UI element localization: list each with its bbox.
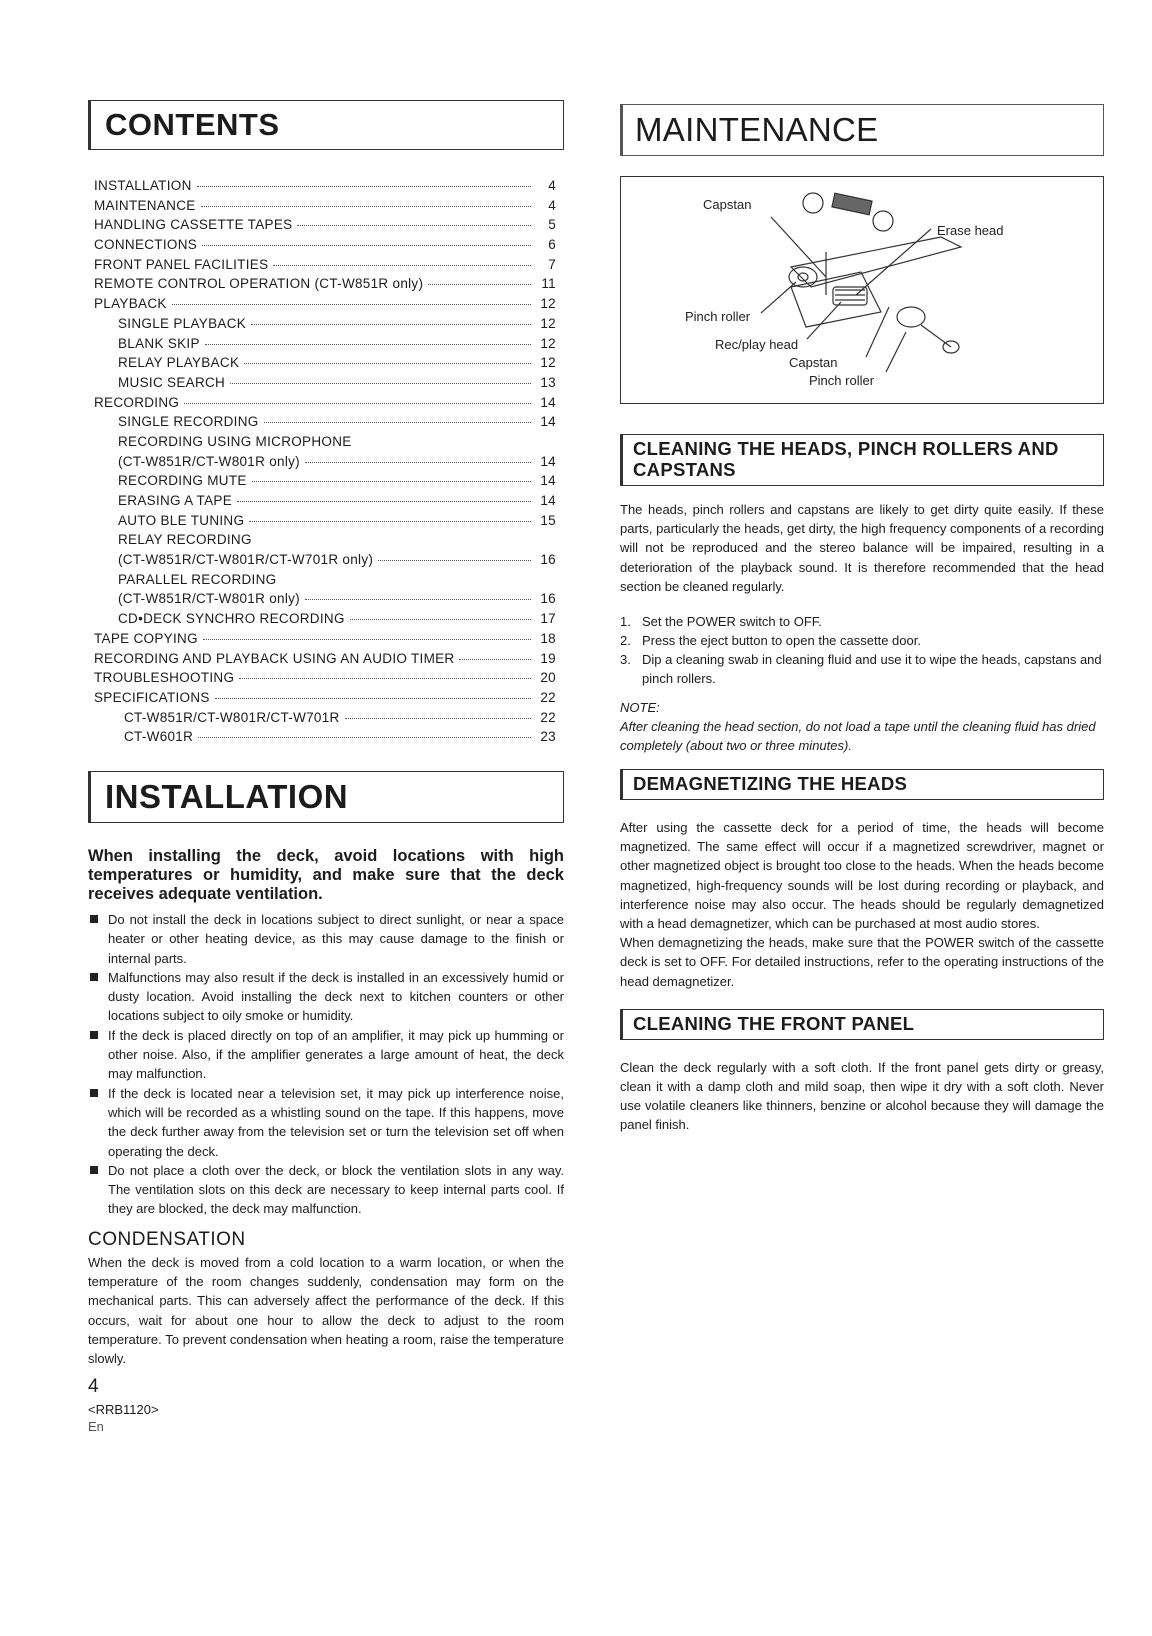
- toc-entry-title: FRONT PANEL FACILITIES: [94, 256, 269, 272]
- toc-entry-page: 15: [540, 512, 556, 528]
- toc-entry: [94, 530, 556, 550]
- toc-leader-dots: [252, 481, 531, 482]
- demagnetizing-heading: DEMAGNETIZING THE HEADS: [633, 773, 908, 795]
- table-of-contents: [94, 176, 556, 747]
- toc-entry: [94, 589, 556, 609]
- bullet-text: If the deck is located near a television set, it may pick up interference noise, which will be recorded as a whistling sound on the tape. If this happens, move the deck further away from the television set or turn the television set off when operating the deck.: [108, 1085, 564, 1159]
- toc-entry: [94, 708, 556, 728]
- toc-leader-dots: [198, 737, 531, 738]
- bullet-square-icon: [90, 973, 98, 981]
- list-item: [620, 650, 1104, 688]
- label-erase-head: Erase head: [937, 223, 1004, 238]
- toc-entry-page: 6: [548, 237, 556, 253]
- label-pinch-roller-left: Pinch roller: [685, 309, 751, 324]
- toc-entry-title: SPECIFICATIONS: [94, 689, 210, 705]
- step-number: 3.: [620, 652, 631, 668]
- toc-entry-title: CONNECTIONS: [94, 237, 198, 253]
- toc-entry-title: MAINTENANCE: [94, 197, 196, 213]
- contents-heading-box: [88, 100, 564, 150]
- toc-entry: [94, 688, 556, 708]
- toc-entry-title: INSTALLATION: [94, 178, 192, 193]
- bullet-text: Malfunctions may also result if the deck is installed in an excessively humid or dusty location. Avoid installing the deck next to kitchen counters or other locations subject to oily smoke or humidity.: [108, 969, 564, 1024]
- toc-entry-page: 19: [540, 650, 556, 666]
- cleaning-heads-text: The heads, pinch rollers and capstans are likely to get dirty quite easily. If these parts, particularly the heads, get dirty, the high frequency components of a recording will not be reproduced and the stereo balance will be impaired, resulting in a deterioration of the playback sound. It is therefore recommended that the head section be cleaned regularly.: [620, 502, 1104, 594]
- toc-entry-page: 22: [540, 689, 556, 705]
- swab-icon-right: [873, 211, 893, 231]
- list-item: [88, 1026, 564, 1084]
- toc-entry-title: (CT-W851R/CT-W801R only): [118, 591, 300, 607]
- toc-entry-title: HANDLING CASSETTE TAPES: [94, 217, 293, 233]
- toc-entry-page: 11: [541, 276, 556, 292]
- toc-entry-page: 16: [540, 552, 556, 568]
- toc-entry: [94, 235, 556, 255]
- toc-entry: [94, 176, 556, 196]
- label-capstan-top: Capstan: [703, 197, 752, 212]
- step-number: 1.: [620, 614, 631, 630]
- step-number: 2.: [620, 633, 631, 649]
- installation-bullet-list: [88, 910, 564, 1219]
- toc-entry-page: 7: [548, 256, 556, 272]
- toc-entry-title: TAPE COPYING: [94, 630, 198, 646]
- toc-leader-dots: [197, 186, 531, 187]
- toc-leader-dots: [201, 206, 531, 207]
- demagnetizing-text: After using the cassette deck for a period of time, the heads will become magnetized. The same effect will occur if a magnetized screwdriver, magnet or other magnetized object is brought too close to the heads. When the heads become magnetized, high-frequency sounds will be lost during recording or playback, and interference noise may also occur. The heads should be regularly demagnetized with a head demagnetizer, which can be purchased at most audio stores.: [620, 820, 1104, 932]
- toc-entry-page: 14: [540, 493, 556, 508]
- toc-entry: [94, 649, 556, 669]
- toc-entry-page: 12: [540, 315, 556, 331]
- toc-entry-title: PARALLEL RECORDING: [118, 571, 277, 587]
- toc-entry-page: 12: [540, 296, 556, 312]
- list-item: [88, 968, 564, 1026]
- toc-entry-page: 22: [540, 709, 556, 725]
- cleaning-heads-heading: CLEANING THE HEADS, PINCH ROLLERS AND CAPSTANS: [633, 438, 1059, 480]
- toc-entry-title: RELAY PLAYBACK: [118, 355, 240, 371]
- toc-entry: [94, 609, 556, 629]
- swab-handle: [921, 325, 951, 347]
- toc-leader-dots: [264, 422, 531, 423]
- label-capstan-bottom: Capstan: [789, 355, 838, 370]
- step-text: Dip a cleaning swab in cleaning fluid and use it to wipe the heads, capstans and pinch rollers.: [642, 652, 1102, 687]
- maintenance-heading: MAINTENANCE: [635, 111, 879, 148]
- note-label: NOTE:: [620, 700, 660, 716]
- toc-leader-dots: [172, 304, 531, 305]
- toc-entry: [94, 274, 556, 294]
- list-item: [88, 1161, 564, 1219]
- toc-entry-page: 23: [540, 729, 556, 745]
- installation-heading: INSTALLATION: [105, 777, 349, 815]
- page-number: 4: [88, 1376, 99, 1398]
- swab-icon-left: [803, 193, 823, 213]
- toc-entry: [94, 314, 556, 334]
- toc-entry-title: RECORDING: [94, 394, 180, 410]
- toc-leader-dots: [202, 245, 531, 246]
- installation-heading-box: [88, 771, 564, 823]
- toc-entry-page: 14: [540, 473, 556, 489]
- toc-entry-title: CT-W851R/CT-W801R/CT-W701R: [124, 709, 340, 725]
- language-code: En: [88, 1419, 104, 1435]
- demagnetizing-text-2: When demagnetizing the heads, make sure that the POWER switch of the cassette deck is set to OFF. For detailed instructions, refer to the operating instructions of the head demagnetizer.: [620, 935, 1104, 989]
- toc-leader-dots: [237, 501, 531, 502]
- bullet-square-icon: [90, 1166, 98, 1174]
- toc-leader-dots: [251, 324, 531, 325]
- toc-entry-page: 13: [540, 374, 556, 390]
- toc-entry-title: CD•DECK SYNCHRO RECORDING: [118, 611, 345, 627]
- toc-entry-page: 14: [540, 394, 556, 410]
- toc-leader-dots: [249, 521, 531, 522]
- bullet-text: If the deck is placed directly on top of an amplifier, it may pick up humming or other noise. Also, if the amplifier generates a large amount of heat, the deck may malfunction.: [108, 1027, 564, 1082]
- label-rec-play-head: Rec/play head: [715, 337, 799, 352]
- toc-leader-dots: [230, 383, 531, 384]
- document-code: <RRB1120>: [88, 1402, 159, 1418]
- toc-entry: [94, 432, 556, 452]
- toc-entry-page: 12: [540, 335, 556, 351]
- toc-entry-title: BLANK SKIP: [118, 335, 200, 351]
- toc-entry-title: AUTO BLE TUNING: [118, 512, 245, 528]
- toc-entry: [94, 550, 556, 570]
- toc-entry: [94, 727, 556, 747]
- toc-entry: [94, 334, 556, 354]
- toc-leader-dots: [297, 225, 531, 226]
- cleaning-steps-list: [620, 612, 1104, 688]
- toc-leader-dots: [273, 265, 531, 266]
- toc-entry: [94, 373, 556, 393]
- tape-mechanism-figure: [620, 176, 1104, 404]
- toc-entry-title: PLAYBACK: [94, 296, 167, 312]
- toc-entry-page: 16: [540, 591, 556, 607]
- toc-leader-dots: [184, 403, 531, 404]
- toc-entry-title: CT-W601R: [124, 729, 194, 745]
- bullet-square-icon: [90, 1031, 98, 1039]
- toc-leader-dots: [459, 659, 531, 660]
- list-item: [88, 910, 564, 968]
- toc-entry-page: 17: [540, 611, 556, 627]
- toc-leader-dots: [305, 599, 531, 600]
- pinch-roller-bottom-shape: [897, 307, 925, 327]
- toc-leader-dots: [305, 462, 531, 463]
- toc-leader-dots: [215, 698, 531, 699]
- toc-entry-title: RECORDING AND PLAYBACK USING AN AUDIO TIMER: [94, 650, 455, 666]
- toc-entry-page: 20: [540, 670, 556, 686]
- toc-entry-title: TROUBLESHOOTING: [94, 670, 235, 686]
- toc-entry: [94, 511, 556, 531]
- left-column: [88, 100, 564, 1434]
- toc-leader-dots: [428, 284, 531, 285]
- cleaning-heads-heading-box: [620, 434, 1104, 486]
- tape-icon: [832, 193, 872, 215]
- toc-leader-dots: [239, 678, 531, 679]
- toc-entry-title: RECORDING USING MICROPHONE: [118, 433, 352, 449]
- bullet-square-icon: [90, 1089, 98, 1097]
- front-panel-text: Clean the deck regularly with a soft cloth. If the front panel gets dirty or greasy, clean it with a damp cloth and mild soap, then wipe it dry with a soft cloth. Never use volatile cleaners like thinners, benzine or alcohol because they will damage the panel finish.: [620, 1059, 1104, 1133]
- toc-entry-page: 14: [540, 414, 556, 430]
- tape-mechanism-diagram: [621, 177, 1103, 401]
- toc-entry: [94, 196, 556, 216]
- toc-leader-dots: [244, 363, 531, 364]
- toc-entry-title: ERASING A TAPE: [118, 493, 232, 508]
- front-panel-heading-box: [620, 1009, 1104, 1040]
- note-text: After cleaning the head section, do not load a tape until the cleaning fluid has dried completely (about two or three minutes).: [620, 719, 1096, 754]
- toc-entry: [94, 215, 556, 235]
- toc-entry-page: 4: [548, 197, 556, 213]
- label-pinch-roller-bottom: Pinch roller: [809, 373, 875, 388]
- toc-entry-title: RELAY RECORDING: [118, 532, 252, 548]
- toc-entry-page: 18: [540, 630, 556, 646]
- toc-entry-page: 5: [548, 217, 556, 233]
- toc-entry: [94, 255, 556, 275]
- toc-entry: [94, 294, 556, 314]
- front-panel-heading: CLEANING THE FRONT PANEL: [633, 1012, 915, 1034]
- toc-leader-dots: [345, 718, 531, 719]
- toc-entry-page: 4: [548, 178, 556, 193]
- toc-entry: [94, 471, 556, 491]
- demagnetizing-heading-box: [620, 769, 1104, 800]
- bullet-square-icon: [90, 915, 98, 923]
- toc-entry: [94, 353, 556, 373]
- list-item: [620, 612, 1104, 631]
- list-item: [620, 631, 1104, 650]
- step-text: Press the eject button to open the cassette door.: [642, 633, 921, 649]
- toc-entry-title: RECORDING MUTE: [118, 473, 247, 489]
- toc-entry-page: 14: [540, 453, 556, 469]
- toc-entry: [94, 629, 556, 649]
- installation-lead: When installing the deck, avoid locations with high temperatures or humidity, and make sure that the deck receives adequate ventilation.: [88, 846, 564, 903]
- maintenance-heading-box: [620, 104, 1104, 156]
- toc-leader-dots: [350, 619, 531, 620]
- toc-entry-page: 12: [540, 355, 556, 371]
- toc-entry: [94, 412, 556, 432]
- toc-entry: [94, 668, 556, 688]
- step-text: Set the POWER switch to OFF.: [642, 614, 822, 630]
- condensation-heading: CONDENSATION: [88, 1228, 246, 1250]
- contents-heading: CONTENTS: [105, 107, 280, 142]
- bullet-text: Do not install the deck in locations subject to direct sunlight, or near a space heater or other heating device, as this may cause damage to the finish or internal parts.: [108, 911, 564, 966]
- toc-entry-title: (CT-W851R/CT-W801R only): [118, 453, 300, 469]
- toc-entry: [94, 570, 556, 590]
- bullet-text: Do not place a cloth over the deck, or block the ventilation slots in any way. The ventilation slots on this deck are necessary to keep internal parts cool. If they are blocked, the deck may malfunction.: [108, 1162, 564, 1217]
- pinch-roller-bottom-leader: [886, 332, 906, 372]
- list-item: [88, 1084, 564, 1161]
- toc-leader-dots: [378, 560, 531, 561]
- toc-entry-title: SINGLE PLAYBACK: [118, 315, 247, 331]
- toc-entry-title: SINGLE RECORDING: [118, 414, 259, 430]
- condensation-text: When the deck is moved from a cold location to a warm location, or when the temperature of the room changes suddenly, condensation may form on the mechanical parts. This can adversely affect the performance of the deck. If this occurs, wait for about one hour to allow the deck to adjust to the room temperature. To prevent condensation when heating a room, raise the temperature slowly.: [88, 1254, 564, 1367]
- toc-entry-title: MUSIC SEARCH: [118, 374, 226, 390]
- toc-entry: [94, 452, 556, 472]
- toc-entry: [94, 393, 556, 413]
- toc-entry-title: REMOTE CONTROL OPERATION (CT-W851R only): [94, 276, 424, 292]
- toc-leader-dots: [203, 639, 531, 640]
- toc-leader-dots: [205, 344, 531, 345]
- toc-entry-title: (CT-W851R/CT-W801R/CT-W701R only): [118, 552, 374, 568]
- toc-entry: [94, 491, 556, 511]
- right-column: [620, 104, 1104, 1135]
